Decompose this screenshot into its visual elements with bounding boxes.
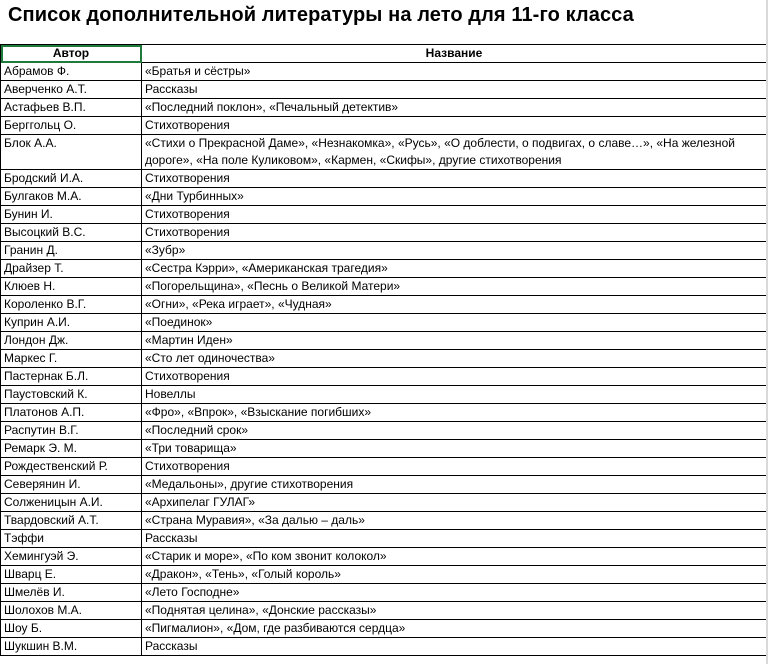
table-row <box>1 404 767 422</box>
title-cell[interactable]: «Архипелаг ГУЛАГ» <box>142 494 767 512</box>
table-row <box>1 548 767 566</box>
author-cell[interactable]: Блок А.А. <box>1 135 142 170</box>
table-row <box>1 206 767 224</box>
author-cell[interactable]: Шварц Е. <box>1 566 142 584</box>
title-cell[interactable]: «Медальоны», другие стихотворения <box>142 476 767 494</box>
title-cell[interactable]: Рассказы <box>142 638 767 656</box>
author-cell[interactable]: Рождественский Р. <box>1 458 142 476</box>
title-cell[interactable]: «Пигмалион», «Дом, где разбиваются сердца» <box>142 620 767 638</box>
title-cell[interactable]: «Фро», «Впрок», «Взыскание погибших» <box>142 404 767 422</box>
title-cell[interactable]: «Огни», «Река играет», «Чудная» <box>142 296 767 314</box>
author-cell[interactable]: Булгаков М.А. <box>1 188 142 206</box>
title-cell[interactable]: «Сто лет одиночества» <box>142 350 767 368</box>
header-title[interactable]: Название <box>142 45 767 63</box>
table-row <box>1 350 767 368</box>
table-row <box>1 296 767 314</box>
table-row <box>1 368 767 386</box>
title-cell[interactable]: Рассказы <box>142 81 767 99</box>
table-row <box>1 512 767 530</box>
table-row <box>1 314 767 332</box>
title-cell[interactable]: «Погорельщина», «Песнь о Великой Матери» <box>142 278 767 296</box>
table-header-row <box>1 45 767 63</box>
title-cell[interactable]: «Лето Господне» <box>142 584 767 602</box>
author-cell[interactable]: Солженицын А.И. <box>1 494 142 512</box>
title-cell[interactable]: Стихотворения <box>142 224 767 242</box>
title-cell[interactable]: «Братья и сёстры» <box>142 63 767 81</box>
page-title: Список дополнительной литературы на лето для 11-го класса <box>8 4 634 26</box>
table-row <box>1 117 767 135</box>
title-cell[interactable]: «Дни Турбинных» <box>142 188 767 206</box>
author-cell[interactable]: Аверченко А.Т. <box>1 81 142 99</box>
title-cell[interactable]: Стихотворения <box>142 170 767 188</box>
author-cell[interactable]: Шоу Б. <box>1 620 142 638</box>
author-cell[interactable]: Берггольц О. <box>1 117 142 135</box>
table-row <box>1 440 767 458</box>
table-row <box>1 476 767 494</box>
author-cell[interactable]: Маркес Г. <box>1 350 142 368</box>
title-cell[interactable]: «Мартин Иден» <box>142 332 767 350</box>
author-cell[interactable]: Ремарк Э. М. <box>1 440 142 458</box>
literature-table <box>0 44 767 656</box>
table-row <box>1 584 767 602</box>
title-cell[interactable]: «Последний срок» <box>142 422 767 440</box>
table-row <box>1 494 767 512</box>
author-cell[interactable]: Бунин И. <box>1 206 142 224</box>
author-cell[interactable]: Распутин В.Г. <box>1 422 142 440</box>
table-row <box>1 63 767 81</box>
title-cell[interactable]: Стихотворения <box>142 117 767 135</box>
author-cell[interactable]: Шолохов М.А. <box>1 602 142 620</box>
title-cell[interactable]: Стихотворения <box>142 458 767 476</box>
table-row <box>1 602 767 620</box>
table-row <box>1 422 767 440</box>
table-row <box>1 332 767 350</box>
author-cell[interactable]: Куприн А.И. <box>1 314 142 332</box>
table-row <box>1 620 767 638</box>
author-cell[interactable]: Хемингуэй Э. <box>1 548 142 566</box>
title-cell[interactable]: Стихотворения <box>142 368 767 386</box>
author-cell[interactable]: Драйзер Т. <box>1 260 142 278</box>
table-row <box>1 458 767 476</box>
author-cell[interactable]: Твардовский А.Т. <box>1 512 142 530</box>
author-cell[interactable]: Астафьев В.П. <box>1 99 142 117</box>
author-cell[interactable]: Шукшин В.М. <box>1 638 142 656</box>
title-cell[interactable]: Рассказы <box>142 530 767 548</box>
table-row <box>1 170 767 188</box>
author-cell[interactable]: Лондон Дж. <box>1 332 142 350</box>
title-cell[interactable]: Стихотворения <box>142 206 767 224</box>
title-cell[interactable]: «Зубр» <box>142 242 767 260</box>
author-cell[interactable]: Короленко В.Г. <box>1 296 142 314</box>
title-cell[interactable]: «Дракон», «Тень», «Голый король» <box>142 566 767 584</box>
table-row <box>1 81 767 99</box>
table-row <box>1 99 767 117</box>
table-row <box>1 566 767 584</box>
author-cell[interactable]: Пастернак Б.Л. <box>1 368 142 386</box>
title-cell[interactable]: «Последний поклон», «Печальный детектив» <box>142 99 767 117</box>
author-cell[interactable]: Шмелёв И. <box>1 584 142 602</box>
author-cell[interactable]: Высоцкий В.С. <box>1 224 142 242</box>
title-cell[interactable]: «Поднятая целина», «Донские рассказы» <box>142 602 767 620</box>
author-cell[interactable]: Клюев Н. <box>1 278 142 296</box>
author-cell[interactable]: Платонов А.П. <box>1 404 142 422</box>
header-author[interactable]: Автор <box>1 45 142 63</box>
author-cell[interactable]: Бродский И.А. <box>1 170 142 188</box>
title-cell[interactable]: «Старик и море», «По ком звонит колокол» <box>142 548 767 566</box>
author-cell[interactable]: Абрамов Ф. <box>1 63 142 81</box>
author-cell[interactable]: Паустовский К. <box>1 386 142 404</box>
table-row <box>1 386 767 404</box>
author-cell[interactable]: Гранин Д. <box>1 242 142 260</box>
table-row <box>1 224 767 242</box>
title-cell[interactable]: Новеллы <box>142 386 767 404</box>
table-row <box>1 188 767 206</box>
title-cell[interactable]: «Поединок» <box>142 314 767 332</box>
table-row <box>1 242 767 260</box>
title-cell[interactable]: «Три товарища» <box>142 440 767 458</box>
author-cell[interactable]: Тэффи <box>1 530 142 548</box>
table-row <box>1 135 767 170</box>
table-row <box>1 638 767 656</box>
table-row <box>1 260 767 278</box>
author-cell[interactable]: Северянин И. <box>1 476 142 494</box>
title-cell[interactable]: «Сестра Кэрри», «Американская трагедия» <box>142 260 767 278</box>
title-cell[interactable]: «Страна Муравия», «За далью – даль» <box>142 512 767 530</box>
title-cell[interactable]: «Стихи о Прекрасной Даме», «Незнакомка», «Русь», «О доблести, о подвигах, о славе…», «На железной дороге», «На поле Куликовом», «Кармен, «Скифы», другие стихотворения <box>142 135 767 170</box>
table-row <box>1 278 767 296</box>
table-row <box>1 530 767 548</box>
